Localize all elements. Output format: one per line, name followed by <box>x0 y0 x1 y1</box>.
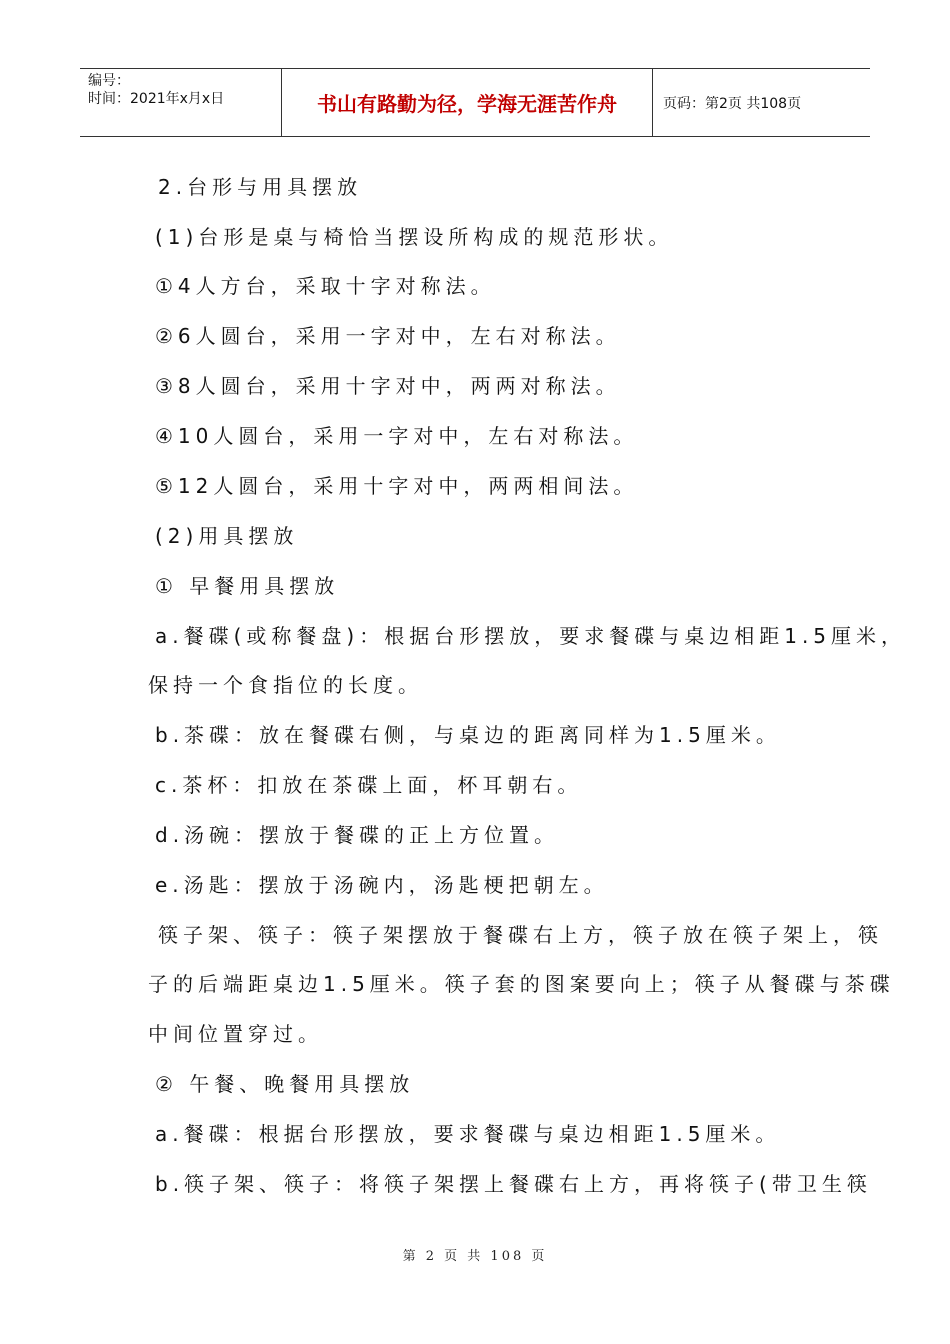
paragraph-line: d.汤碗：摆放于餐碟的正上方位置。 <box>155 823 560 847</box>
paragraph-line: 保持一个食指位的长度。 <box>148 673 423 697</box>
list-item: ⑤12人圆台，采用十字对中，两两相间法。 <box>155 474 639 498</box>
list-item: ④10人圆台，采用一字对中，左右对称法。 <box>155 424 639 448</box>
paragraph-line: 子的后端距桌边1.5厘米。筷子套的图案要向上；筷子从餐碟与茶碟 <box>148 972 895 996</box>
list-item: ②6人圆台，采用一字对中，左右对称法。 <box>155 324 621 348</box>
paragraph-line: c.茶杯：扣放在茶碟上面，杯耳朝右。 <box>155 773 583 797</box>
paragraph-line: b.茶碟：放在餐碟右侧，与桌边的距离同样为1.5厘米。 <box>155 723 781 747</box>
page-header <box>80 68 870 137</box>
subsection-heading: ② 午餐、晚餐用具摆放 <box>155 1072 415 1096</box>
header-motto: 书山有路勤为径，学海无涯苦作舟 <box>282 69 653 136</box>
doc-number-label: 编号： <box>88 73 130 89</box>
subsection-heading: (2)用具摆放 <box>155 524 299 548</box>
subsection-heading: ① 早餐用具摆放 <box>155 574 340 598</box>
paragraph-line: 中间位置穿过。 <box>148 1022 323 1046</box>
paragraph-line: a.餐碟：根据台形摆放，要求餐碟与桌边相距1.5厘米。 <box>155 1122 781 1146</box>
header-meta <box>80 69 282 136</box>
paragraph-line: e.汤匙：摆放于汤碗内，汤匙梗把朝左。 <box>155 873 609 897</box>
header-page-info: 页码：第2页 共108页 <box>663 95 802 112</box>
paragraph-line: (1)台形是桌与椅恰当摆设所构成的规范形状。 <box>155 225 674 249</box>
paragraph-line: b.筷子架、筷子：将筷子架摆上餐碟右上方，再将筷子(带卫生筷 <box>155 1172 872 1196</box>
page-footer: 第 2 页 共 108 页 <box>402 1249 548 1264</box>
date-label: 时间：2021年x月x日 <box>88 91 225 107</box>
paragraph-line: a.餐碟(或称餐盘)：根据台形摆放，要求餐碟与桌边相距1.5厘米， <box>155 624 907 648</box>
list-item: ③8人圆台，采用十字对中，两两对称法。 <box>155 374 621 398</box>
paragraph-line: 筷子架、筷子：筷子架摆放于餐碟右上方，筷子放在筷子架上，筷 <box>158 923 883 947</box>
section-heading: 2.台形与用具摆放 <box>158 175 363 199</box>
list-item: ①4人方台，采取十字对称法。 <box>155 274 496 298</box>
